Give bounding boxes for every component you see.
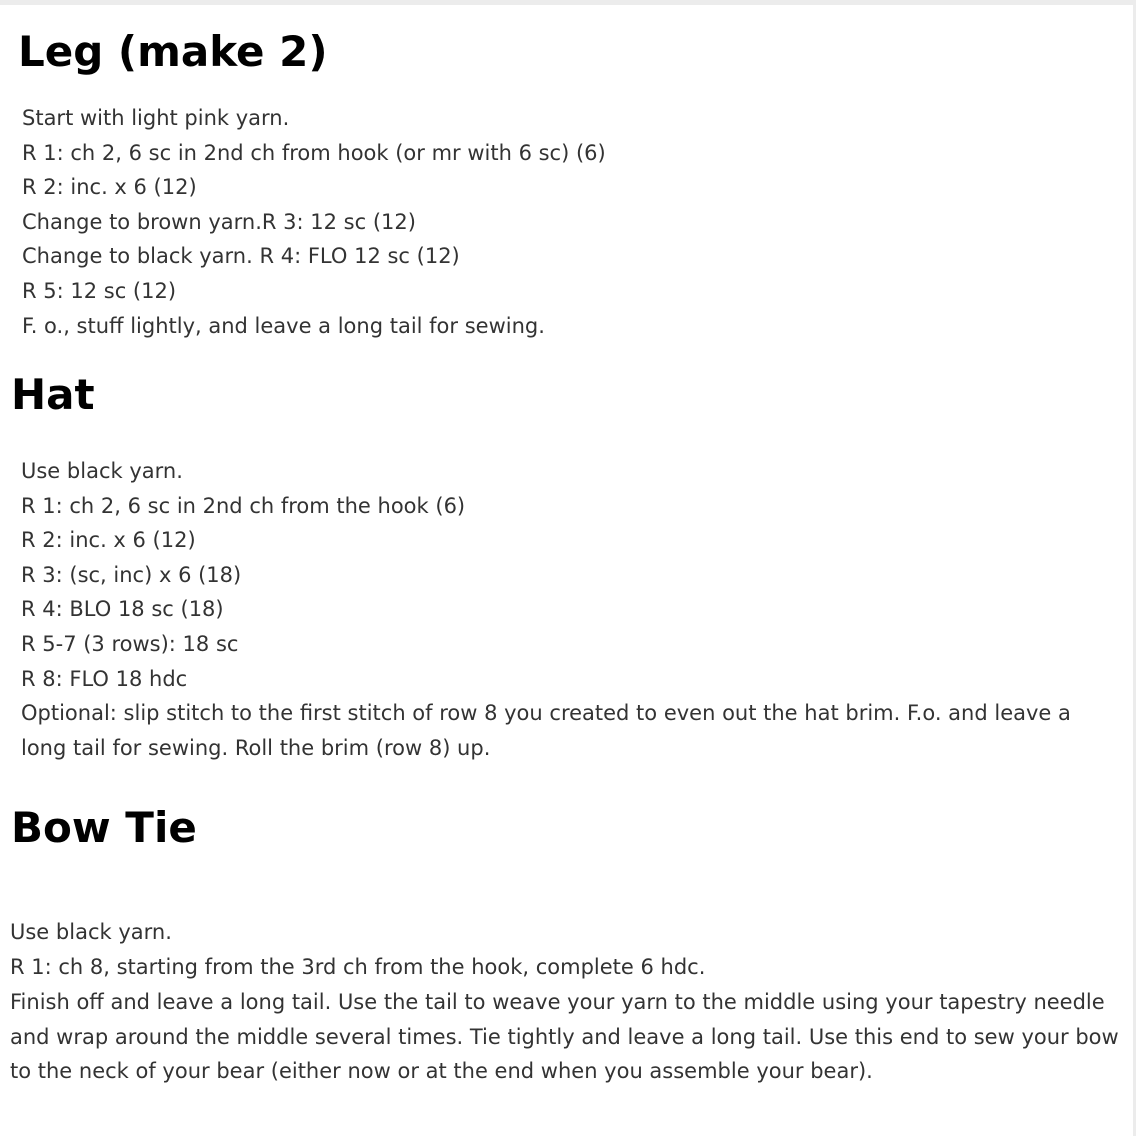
bow-tie-section-title: Bow Tie — [11, 803, 197, 852]
leg-instruction-line: Change to brown yarn.R 3: 12 sc (12) — [22, 209, 416, 234]
leg-instruction-line: R 1: ch 2, 6 sc in 2nd ch from hook (or mr with 6 sc) (6) — [22, 140, 606, 165]
leg-instruction-line: F. o., stuff lightly, and leave a long tail for sewing. — [22, 313, 545, 338]
bow-tie-instruction-line: R 1: ch 8, starting from the 3rd ch from the hook, complete 6 hdc. — [10, 954, 706, 979]
hat-instruction-line: R 4: BLO 18 sc (18) — [21, 597, 224, 622]
hat-instructions — [21, 454, 465, 696]
leg-section-title: Leg (make 2) — [18, 27, 328, 76]
leg-instruction-line: Start with light pink yarn. — [22, 106, 290, 130]
hat-optional-note: Optional: slip stitch to the first stitch of row 8 you created to even out the hat brim. F.o. and leave a long tail for sewing. Roll the brim (row 8) up. — [21, 701, 1071, 760]
leg-instruction-line: R 5: 12 sc (12) — [22, 278, 177, 303]
bow-tie-instructions — [10, 915, 705, 984]
hat-instruction-line: R 2: inc. x 6 (12) — [21, 528, 196, 553]
leg-instruction-line: Change to black yarn. R 4: FLO 12 sc (12) — [22, 244, 460, 269]
bow-tie-finishing-note: Finish off and leave a long tail. Use the tail to weave your yarn to the middle using your tapestry needle and wrap around the middle several times. Tie tightly and leave a long tail. Use this end to sew your bow to the neck of your bear (either now or at the end when you assemble your bear). — [10, 990, 1119, 1084]
hat-instruction-line: R 8: FLO 18 hdc — [21, 666, 188, 691]
hat-instruction-line: R 1: ch 2, 6 sc in 2nd ch from the hook (6) — [21, 493, 466, 518]
leg-instructions — [22, 101, 606, 343]
bow-tie-instruction-line: Use black yarn. — [10, 920, 172, 944]
hat-instruction-line: R 5-7 (3 rows): 18 sc — [21, 631, 239, 656]
hat-instruction-line: R 3: (sc, inc) x 6 (18) — [21, 562, 242, 587]
hat-section-title: Hat — [11, 370, 95, 419]
hat-instruction-line: Use black yarn. — [21, 459, 183, 483]
leg-instruction-line: R 2: inc. x 6 (12) — [22, 175, 197, 200]
